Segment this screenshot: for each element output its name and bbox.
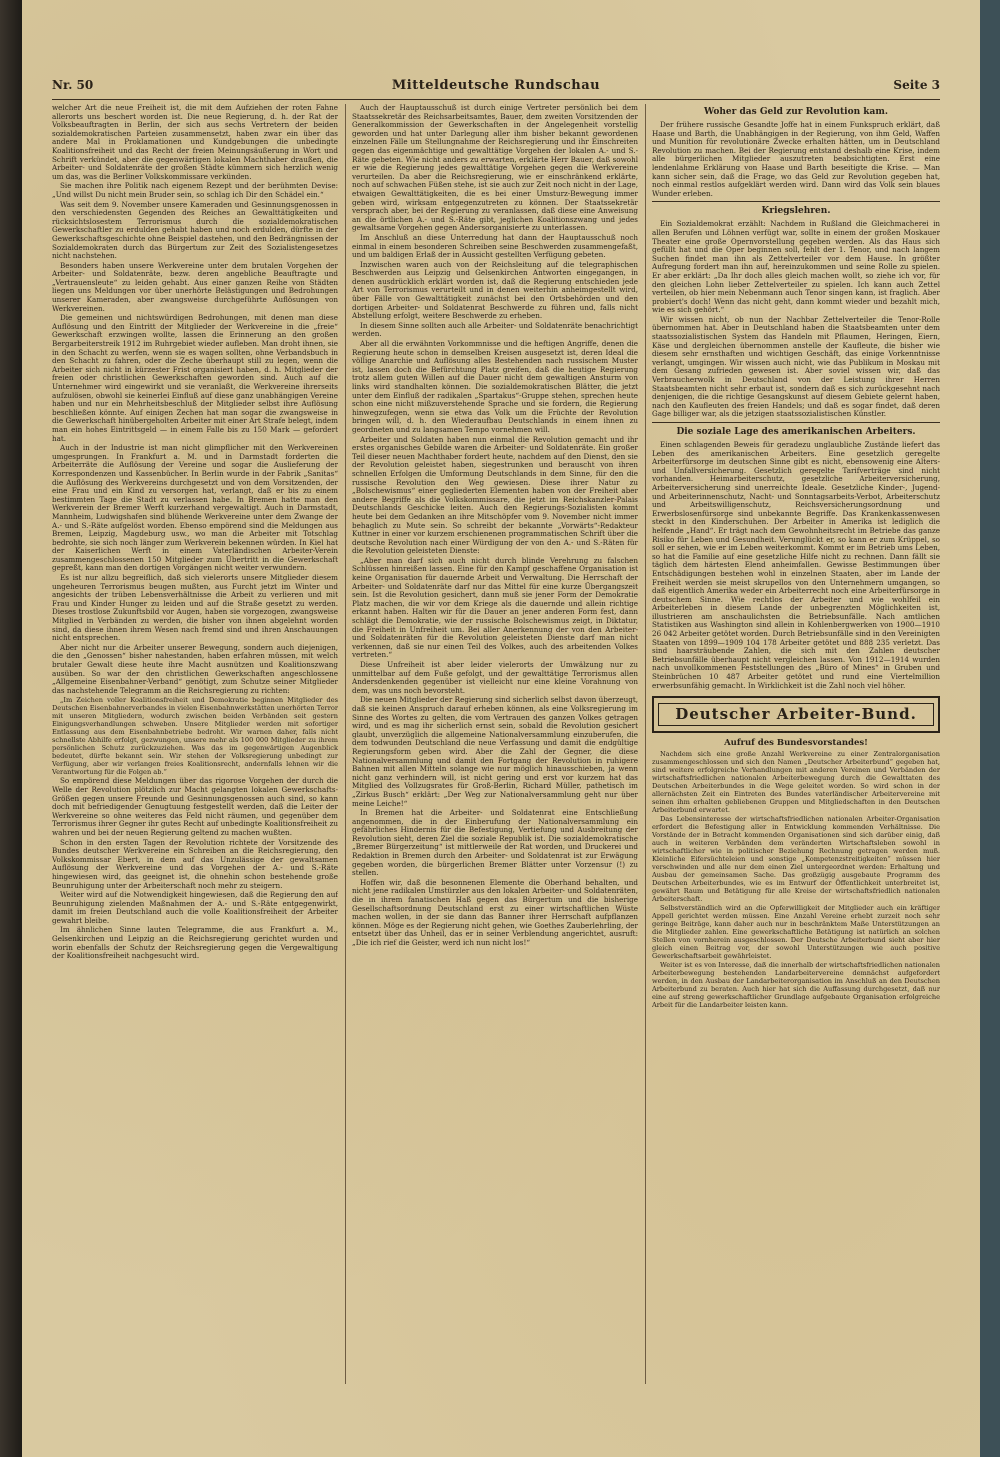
column-2 xyxy=(352,104,638,1404)
article-paragraph: Ein Sozialdemokrat erzählt: Nachdem in Rußland die Gleichmacherei in allen Berufen und Löhnen verfügt war, sollte in einem der großen Moskauer Theater eine große Opernvorstellung gegeben werden. Als das Haus sich gefüllt hat und die Oper beginnen soll, fehlt der 1. Tenor, und nach langem Suchen findet man ihn als Zettelverteiler vor dem Hause. In größter Aufregung fordert man ihn auf, hereinzukommen und seine Rolle zu spielen. Er aber erklärt: „Da Ihr doch alles gleich machen wollt, so ziehe ich vor, für den gleichen Lohn lieber Zettelverteiler zu spielen. Ich kann auch Zettel verteilen, ob hier mein Nebenmann auch Tenor singen kann, ist fraglich. Aber probiert's doch! Wenn das nicht geht, dann kommt wieder und bezahlt mich, wie es sich gehört.“ xyxy=(652,219,940,315)
article-heading: Woher das Geld zur Revolution kam. xyxy=(703,107,888,117)
newspaper-title: Mitteldeutsche Rundschau xyxy=(391,78,601,93)
article-paragraph: Nachdem sich eine große Anzahl Werkvereine zu einer Zentralorganisation zusammengeschlossen und sich den Namen „Deutscher Arbeiterbund“ gegeben hat, sind weitere erfolgreiche Verhandlungen mit anderen Vereinen und Verbänden der wirtschaftsfriedlichen nationalen Arbeiterbewegung durch die Gewalttaten des Deutschen Arbeiterbundes in die Wege geleitet worden. So wird schon in der allernächsten Zeit ein Eintreten des Bundes vaterländischer Arbeitervereine mit seinen ihm erhalten gebliebenen Gruppen und Mitgliedschaften in den Deutschen Arbeiterbund erwartet. xyxy=(652,750,940,815)
article-paragraph: Die gemeinen und nichtswürdigen Bedrohungen, mit denen man diese Auflösung und den Eintritt der Mitglieder der Werkvereine in die „freie“ Gewerkschaft erzwingen wollte, lassen die Erinnerung an den großen Bergarbeiterstreik 1912 im Ruhrgebiet wieder aufleben. Man droht ihnen, sie in den Schacht zu werfen, wenn sie es wagen sollten, ohne Verbandsbuch in den Schacht zu fahren, oder die Zeche überhaupt still zu legen, wenn die Arbeiter sich nicht in kürzester Frist organisiert haben, d. h. Mitglieder der freien oder christlichen Gewerkschaften geworden sind. Auch auf die Unternehmer wird eingewirkt und sie veranlaßt, die Werkvereine ihrerseits aufzulösen, obwohl sie keinerlei Einfluß auf diese ganz unabhängigen Vereine haben und nur ein Mehrheitsbeschluß der Mitglieder selbst ihre Auflösung beschließen könnte. Auf einigen Zechen hat man sogar die zwangsweise in die Gewerkschaft hinübergeholten Arbeiter mit einer Art Strafe belegt, indem man ein hohes Eintrittsgeld — in einem Falle bis zu 150 Mark — gefordert hat. xyxy=(52,313,338,443)
article-paragraph: Wir wissen nicht, ob nun der Nachbar Zettelverteiler die Tenor-Rolle übernommen hat. Aber in Deutschland haben die Staatsbeamten unter dem staatssozialistischen System das Handeln mit Pflaumen, Heringen, Eiern, Käse und dergleichen übernommen anstelle der Kaufleute, die bisher wie diesem sehr ernsthaften und wichtigen Geschäft, das einige Vorkenntnisse verlangt, umgingen. Wir wissen auch nicht, wie das Publikum in Moskau mit dem Gesang zufrieden gewesen ist. Aber soviel wissen wir, daß das Verbraucherwolk in Deutschland von der Leistung ihrer Herren Staatsbeamten nicht sehr erbaut ist, sondern daß es sich zurückgesehnt nach denjenigen, die die richtige Gesangskunst auf diesem Gebiete gelernt haben, nach den Kaufleuten des freien Handels; und daß es sogar findet, daß deren Gage billiger war, als die jetzigen staatssozialistischen Künstler. xyxy=(652,314,940,419)
article-paragraph: Was seit dem 9. November unsere Kameraden und Gesinnungsgenossen in den verschiedensten Gegenden des Reiches an Gewalttätigkeiten und rücksichtslosestem Terrorismus durch die sozialdemokratischen Gewerkschaftler zu erdulden gehabt haben und noch erdulden, dürfte in der Gewerkschaftsgeschichte ohne Beispiel dastehen, und den Bedrängnissen der Sozialdemokraten durch das Bürgertum zur Zeit des Sozialistengesetzes nicht nachstehen. xyxy=(52,199,338,261)
column-separator xyxy=(645,104,646,1384)
article-paragraph: Selbstverständlich wird an die Opferwilligkeit der Mitglieder auch ein kräftiger Appell gerichtet werden müssen. Eine Anzahl Vereine erhebt zurzeit noch sehr geringe Beiträge, kann daher auch nur in beschränktem Maße Unterstützungen an die Mitglieder zahlen. Eine gewerkschaftliche Betätigung ist natürlich an solchen Stellen von vornherein ausgeschlossen. Der Deutsche Arbeiterbund sieht aber hier gleich einen Beitrag vor, der sowohl Unterstützungen wie auch positive Gewerkschaftsarbeit gewährleistet. xyxy=(652,904,940,961)
article-paragraph: Hoffen wir, daß die besonnenen Elemente die Oberhand behalten, und nicht jene radikalen Umstürzler aus den lokalen Arbeiter- und Soldatenräten, die in ihrem fanatischen Haß gegen das Bürgertum und die bisherige Gesellschaftsordnung Deutschland erst zu einer wirtschaftlichen Wüste machen wollen, in der sie dann das Banner ihrer Herrschaft aufpflanzen können. Möge es der Regierung nicht gehen, wie Goethes Zauberlehrling, der entsetzt über das Unheil, das er in seiner Verblendung angerichtet, ausruft: „Die ich rief die Geister, werd ich nun nicht los!“ xyxy=(352,877,638,947)
article-paragraph: Schon in den ersten Tagen der Revolution richtete der Vorsitzende des Bundes deutscher Werkvereine ein Schreiben an die Reichsregierung, den Volkskommissar Ebert, in dem auf das Unzulässige der gewaltsamen Auflösung der Werkvereine und das Vorgehen der A.- und S.-Räte hingewiesen wird, das geeignet ist, die ohnehin schon bestehende große Beunruhigung unter der Arbeiterschaft noch mehr zu steigern. xyxy=(52,837,338,890)
article-paragraph: Einen schlagenden Beweis für geradezu unglaubliche Zustände liefert das Leben des amerikanischen Arbeiters. Eine gesetzlich geregelte Arbeiterfürsorge im deutschen Sinne gibt es nicht, ebensowenig eine Alters- und Unfallversicherung. Gesetzlich geregelte Tarifverträge sind nicht vorhanden. Heimarbeiterschutz, gesetzliche Arbeiterversicherung, Arbeiterversicherung sind unerreichte Ideale. Gesetzliche Kinder-, Jugend- und Arbeiterinnenschutz, Nacht- und Sonntagsarbeits-Verbot, Arbeiterschutz und Arbeitswilligenschutz, Reichsversicherungsordnung und Erwerbslosenfürsorge sind unbekannte Begriffe. Das Krankenkassenwesen steckt in den Kinderschuhen. Der Arbeiter in Amerika ist lediglich die helfende „Hand“. Er trägt nach dem Gewohnheitsrecht im Betriebe das ganze Risiko für Leben und Gesundheit. Verunglückt er, so kann er zum Krüppel, so soll er sehen, wie er im Leben weiterkommt. Kommt er im Betrieb ums Leben, so hat die Familie auf eine gesetzliche Hilfe nicht zu rechnen. Dann fällt sie täglich dem härtesten Elend anheimfallen. Gewisse Bestimmungen über Entschädigungen bestehen wohl in einzelnen Staaten, aber im Lande der Freiheit werden sie meist skrupellos von den Unternehmern umgangen, so daß eigentlich Amerika weder ein Arbeiterrecht noch eine Arbeiterfürsorge in deutschem Sinne. Wie rechtlos der Arbeiter und wie wohlfeil ein Arbeiterleben in diesem Lande der unbegrenzten Möglichkeiten ist, illustrieren am anschaulichsten die Betriebsunfälle. Nach amtlichen Statistiken aus Washington sind allein in Kohlenbergwerken von 1900—1910 26 042 Arbeiter getötet worden. Durch Betriebsunfälle sind in den Vereinigten Staaten von 1899—1909 104 178 Arbeiter getötet und 888 235 verletzt. Das sind haarsträubende Zahlen, die sich mit den Zahlen deutscher Betriebsunfälle überhaupt nicht vergleichen lassen. Von 1912—1914 wurden nach unvollkommenen Feststellungen des „Büro of Mines“ in Gruben und Steinbrüchen 10 487 Arbeiter getötet und rund eine Viertelmillion erwerbsunfähig gemacht. In Wirklichkeit ist die Zahl noch viel höher. xyxy=(652,440,940,690)
column-1 xyxy=(52,104,338,1404)
column-separator xyxy=(345,104,346,1384)
article-paragraph: So empörend diese Meldungen über das rigorose Vorgehen der durch die Welle der Revolution plötzlich zur Macht gelangten lokalen Gewerkschafts-Größen gegen unsere Freunde und Gesinnungsgenossen auch sind, so kann doch mit befriedigender Genugtuung festgestellt werden, daß die Leiter der Werkvereine so ohne weiteres das Feld nicht räumen, und gegenüber dem Terrorismus ihrer Gegner ihr gutes Recht auf unbedingte Koalitionsfreiheit zu wahren und bei der neuen Regierung geltend zu machen wußten. xyxy=(52,776,338,837)
article-paragraph: Auch in der Industrie ist man nicht glimpflicher mit den Werkvereinen umgesprungen. In Frankfurt a. M. und in Darmstadt forderten die Arbeiterräte die Auflösung der Vereine und sogar die Auslieferung der Korrespondenzen und Kassenbücher. In Berlin wurde in der Fabrik „Sanitas“ die Auflösung des Werkvereins durchgesetzt und von dem Vorsitzenden, der eine Frau und ein Kind zu versorgen hat, verlangt, daß er bis zu einem bestimmten Tage die Stadt zu verlassen habe. In Bremen hatte man den Werkverein der Bremer Werft kurzerhand vergewaltigt. Auch in Darmstadt, Mannheim, Ludwigshafen sind blühende Werkvereine unter dem Zwange der A.- und S.-Räte aufgelöst worden. Ebenso empörend sind die Meldungen aus Bremen, Leipzig, Magdeburg usw., wo man die Arbeiter mit Totschlag bedrohte, sie sich noch länger zum Werkverein bekennen würden. In Kiel hat der Kaiserlichen Werft in einem Vaterländischen Arbeiter-Verein zusammengeschlossenen 150 Mitglieder zum Übertritt in die Gewerkschaft gepreßt, kann man den dortigen Vorgängen nicht weiter verwundern. xyxy=(52,443,338,573)
article-paragraph: Weiter ist es von Interesse, daß die innerhalb der wirtschaftsfriedlichen nationalen Arbeiterbewegung bestehenden Landarbeitervereine demnächst aufgefordert werden, in den Ausbau der Landarbeiterorganisation im Anschluß an den Deutschen Arbeiterbund zu beraten. Auch hier hat sich die Auffassung durchgesetzt, daß nur eine auf streng gewerkschaftlicher Grundlage aufgebaute Organisation erfolgreiche Arbeit für die Landarbeiter leisten kann. xyxy=(652,961,940,1010)
article-paragraph: Arbeiter und Soldaten haben nun einmal die Revolution gemacht und ihr erstes organisches Gebilde waren die Arbeiter- und Soldatenräte. Ein großer Teil dieser neuen Machthaber fordert heute, nachdem auf den Dienst, den sie der Revolution geleistet haben, siegestrunken und berauscht von ihren schnellen Erfolgen die Umformung Deutschlands in dem Sinne, für den die russische Revolution den Weg gewiesen. Diese ihrer Natur zu „Bolschewismus“ einer gegliederten Elementen haben von der Freiheit aber andere Begriffe als die Volkskommissare, die jetzt im Reichskanzler-Palais Deutschlands Geschicke leiten. Auch den Regierungs-Sozialisten kommt heute bei dem Gedanken an ihre Mitschöpfer vom 9. November nicht immer behaglich zu Mute sein. So schreibt der bekannte „Vorwärts“-Redakteur Kuttner in einer vor kurzem erschienenen programmatischen Schrift über die deutsche Revolution nach einer Würdigung der von den A.- und S.-Räten für die Revolution geleisteten Dienste: xyxy=(352,434,638,556)
article-paragraph: Im ähnlichen Sinne lauten Telegramme, die aus Frankfurt a. M., Gelsenkirchen und Leipzig an die Reichsregierung gerichtet wurden und worin ebenfalls der Schutz der Reichsregierung gegen die Vergewaltigung der Koalitionsfreiheit nachgesucht wird. xyxy=(52,925,338,961)
article-heading: Kriegslehren. xyxy=(761,206,831,217)
article-heading: Die soziale Lage des amerikanischen Arbeiters. xyxy=(676,427,916,437)
article-paragraph: Besonders haben unsere Werkvereine unter dem brutalen Vorgehen der Arbeiter- und Soldatenräte, bezw. deren angebliche Beauftragte und „Vertrauensleute“ zu leiden gehabt. Aus einer ganzen Reihe von Städten liegen uns Meldungen vor über unerhörte Belästigungen und Bedrohungen unserer Kameraden, aber zwangsweise durchgeführte Auflösungen von Werkvereinen. xyxy=(52,260,338,313)
issue-number: Nr. 50 xyxy=(52,78,94,92)
article-divider xyxy=(652,422,940,423)
article-divider xyxy=(652,201,940,202)
article-paragraph: In diesem Sinne sollten auch alle Arbeiter- und Soldatenräte benachrichtigt werden. xyxy=(352,320,638,339)
article-paragraph: Im Anschluß an diese Unterredung hat dann der Hauptausschuß noch einmal in einem besonderen Schreiben seine Beschwerden zusammengefaßt, und um baldigen Erlaß der in Aussicht gestellten Verfügung gebeten. xyxy=(352,232,638,260)
header-rule xyxy=(52,99,940,100)
column-3 xyxy=(652,104,940,1384)
article-paragraph: Weiter wird auf die Notwendigkeit hingewiesen, daß die Regierung den auf Beunruhigung zielenden Maßnahmen der A.- und S.-Räte entgegenwirkt, damit im freien Deutschland auch die volle Koalitionsfreiheit der Arbeiter gewahrt bleibe. xyxy=(52,890,338,925)
article-paragraph: Aber nicht nur die Arbeiter unserer Bewegung, sondern auch diejenigen, die den „Genossen“ bisher nahestanden, haben erfahren müssen, mit welch brutaler Gewalt diese heute ihre Macht ausnützen und Koalitionszwang ausüben. So war der den christlichen Gewerkschaften angeschlossene „Allgemeine Eisenbahner-Verband“ genötigt, zum Schutze seiner Mitglieder das nachstehende Telegramm an die Reichsregierung zu richten: xyxy=(52,642,338,695)
article-paragraph: Sie machen ihre Politik nach eigenem Rezept und der berühmten Devise: „Und willst Du nicht mein Bruder sein, so schlag ich Dir den Schädel ein.“ xyxy=(52,181,338,199)
article-paragraph: „Aber man darf sich auch nicht durch blinde Verehrung zu falschen Schlüssen hinreißen lassen. Eine für den Kampf geschaffene Organisation ist keine Organisation für dauernde Arbeit und Verwaltung. Die Herrschaft der Arbeiter- und Soldatenräte darf nur das Mittel für eine kurze Übergangszeit sein. Ist die Revolution gesichert, dann muß sie jener Form der Demokratie Platz machen, die wir vor dem Kriege als die dauernde und allein richtige erkannt haben. Halten wir für die Dauer an jener anderen Form fest, dann schlägt die Demokratie, wie der russische Bolschewismus zeigt, in Diktatur, die Freiheit in Unfreiheit um. Bei aller Anerkennung der von den Arbeiter- und Soldatenräten für die Revolution geleisteten Dienste darf man nicht verkennen, daß sie nur einen Teil des Volkes, auch des arbeitenden Volkes vertreten.“ xyxy=(352,555,638,660)
article-paragraph: Das Lebensinteresse der wirtschaftsfriedlichen nationalen Arbeiter-Organisation erfordert die Befestigung aller in Entwicklung kommenden Verhältnisse. Die Vorstände der in Betracht kommenden Organisationen sind sich darüber einig, daß auch in weiteren Verbänden dem veränderten Wirtschaftsleben sowohl in wirtschaftlicher wie in politischer Beziehung Rechnung getragen werden muß. Kleinliche Eifersüchteleien und sonstige „Kompetenzstreitigkeiten“ müssen hier verschwinden und alle nur dem einen Ziel untergeordnet werden: Erhaltung und Ausbau der gemeinsamen Sache. Das großzügig ausgebaute Programm des Deutschen Arbeiterbundes, wie es im Entwurf der Öffentlichkeit unterbreitet ist, gewährt Raum und Betätigung für alle Kreise der wirtschaftsfriedlich nationalen Arbeiterschaft. xyxy=(652,815,940,904)
page-header xyxy=(52,78,940,98)
announcement-box xyxy=(652,696,940,733)
book-binding xyxy=(0,0,22,1457)
article-paragraph: Es ist nur allzu begreiflich, daß sich vielerorts unsere Mitglieder diesem ungeheuren Terrorismus beugen mußten, aus Furcht jetzt im Winter und angesichts der trüben Lebensverhältnisse die Arbeit zu verlieren und mit Frau und Kinder Hunger zu leiden und auf die Straße gesetzt zu werden. Dieses trostlose Zukunftsbild vor Augen, haben sie vorgezogen, zwangsweise Mitglied in Verbänden zu werden, die bisher von ihnen abgelehnt worden sind, da diese ihnen ihrem Wesen nach fremd sind und ihren Anschauungen nicht entsprechen. xyxy=(52,573,338,643)
article-paragraph: Auch der Hauptausschuß ist durch einige Vertreter persönlich bei dem Staatssekretär des Reichsarbeitsamtes, Bauer, dem zweiten Vorsitzenden der Generalkommission der Gewerkschaften in der Angelegenheit vorstellig geworden und hat unter Darlegung aller ihm bisher bekannt gewordenen einzelnen Fälle um Stellungnahme der Reichsregierung und ihr Einschreiten gegen das eigenmächtige und gewalttätige Vorgehen der lokalen A.- und S.-Räte gebeten. Wie nicht anders zu erwarten, erklärte Herr Bauer, daß sowohl er wie die Regierung jedes gewalttätige Vorgehen gegen die Werkvereine verurteilen. Da aber die Reichsregierung, wie er einschränkend erklärte, noch auf schwachen Füßen stehe, ist sie auch zur Zeit noch nicht in der Lage, etwaigen Gewalttätigkeiten, die es bei einer Umsturz-Bewegung immer geben wird, wirksam entgegenzutreten zu können. Der Staatssekretär versprach aber, bei der Regierung zu veranlassen, daß diese eine Anweisung an die örtlichen A.- und S.-Räte gibt, jeglichen Koalitionszwang und jedes gewaltsame Vorgehen gegen Andersorganisierte zu unterlassen. xyxy=(352,104,638,233)
article-paragraph: Inzwischen waren auch von der Reichsleitung auf die telegraphischen Beschwerden aus Leipzig und Gelsenkirchen Antworten eingegangen, in denen ausdrücklich erklärt worden ist, daß die Regierung entschieden jede Art von Terrorismus verurteilt und in denen weiterhin anheimgestellt wird, über Fälle von Gewalttätigkeit zunächst bei den Ortsbehörden und den dortigen Arbeiter- und Soldatenrat Beschwerde zu führen und, falls nicht Abstellung erfolgt, weitere Beschwerde zu erheben. xyxy=(352,259,638,321)
page-edge xyxy=(980,0,1000,1457)
page-number: Seite 3 xyxy=(893,78,940,92)
announcement-subtitle: Aufruf des Bundesvorstandes! xyxy=(724,737,868,748)
article-paragraph: Der frühere russische Gesandte Joffe hat in einem Funkspruch erklärt, daß Haase und Barth, die Unabhängigen in der Regierung, von ihm Geld, Waffen und Munition für revolutionäre Zwecke erhalten hätten, um in Deutschland Revolution zu machen. Bei der Regierung entstand deshalb eine Krise, indem alle bürgerlichen Mitglieder auszutreten beabsichtigten. Erst eine lendenlahme Erklärung von Haase und Barth beseitigte die Krise. — Man kann sicher sein, daß die Frage, wo das Geld zur Revolution gegeben hat, noch einmal restlos aufgeklärt werden wird. Dann wird das Volk sein blaues Wunder erleben. xyxy=(652,120,940,198)
article-paragraph: welcher Art die neue Freiheit ist, die mit dem Aufziehen der roten Fahne allerorts uns beschert worden ist. Die neue Regierung, d. h. der Rat der Volksbeauftragten in Berlin, der sich aus sechs Vertretern der beiden sozialdemokratischen Parteien zusammensetzt, haben zwar ein über das andere Mal in Proklamationen und Kundgebungen die unbedingte Koalitionsfreiheit und das Recht der freien Meinungsäußerung in Wort und Schrift verkündet, aber die gegenwärtigen lokalen Machthaber draußen, die Arbeiter- und Soldatenräte der großen Städte kümmern sich herzlich wenig um das, was die Berliner Volkskommissare verkünden. xyxy=(52,104,338,181)
article-paragraph: Die neuen Mitglieder der Regierung sind sicherlich selbst davon überzeugt, daß sie keinen Anspruch darauf erheben können, als eine Volksregierung im Sinne des Wortes zu gelten, die vom Vertrauen des ganzen Volkes getragen wird, und es mag ihr sicherlich ernst sein, sobald die Revolution gesichert glaubt, unverzüglich die allgemeine Nationalversammlung einzuberufen, die dem todwunden Deutschland die neue Verfassung und damit die endgültige Regierungsform geben wird. Aber die Zahl der Gegner, die diese Nationalversammlung und damit den Fortgang der Revolution in ruhigere Bahnen mit allen Mitteln solange wie nur möglich hinausschieben, ja wenn nicht ganz verhindern will, ist nicht gering und erst vor kurzem hat das Mitglied des Vollzugsrates für Groß-Berlin, Richard Müller, pathetisch im „Zirkus Busch“ erklärt: „Der Weg zur Nationalversammlung geht nur über meine Leiche!“ xyxy=(352,695,638,808)
article-paragraph: Aber all die erwähnten Vorkommnisse und die heftigen Angriffe, denen die Regierung heute schon in demselben Kreisen ausgesetzt ist, deren Ideal die völlige Anarchie und Auflösung alles Bestehenden nach russischem Muster ist, lassen doch die Befürchtung Platz greifen, daß die heutige Regierung trotz allem guten Willen auf die Dauer nicht dem gewaltigen Ansturm von links wird standhalten können. Die sozialdemokratischen Blätter, die jetzt unter dem Einfluß der radikalen „Spartakus“-Gruppe stehen, sprechen heute schon eine nicht mißzuverstehende Sprache und sie fordern, die Regierung hinwegzufegen, wenn sie etwa das Volk um die Früchte der Revolution bringen will, d. h. den Wiederaufbau Deutschlands in einem ihnen zu geordneten und zu langsamen Tempo vornehmen will. xyxy=(352,339,638,434)
announcement-title: Deutscher Arbeiter-Bund. xyxy=(658,703,934,726)
telegram-quote: „Im Zeichen voller Koalitionsfreiheit und Demokratie beginnen Mitglieder des Deutschen Eisenbahnerverbandes in vielen Eisenbahnwerkstätten unerhörten Terror mit unseren Mitgliedern, wodurch zwischen beiden Verbänden seit gestern Einigungsverhandlungen schweben. Unsere Mitglieder werden mit sofortiger Entlassung aus dem Eisenbahnbetriebe bedroht. Wir warnen daher, falls nicht schnellste Abhilfe erfolgt, gezwungen, unsere mehr als 100 000 Mitglieder zu ihrem persönlichen Schutz zurückzuziehen. Was das im gegenwärtigen Augenblick bedeutet, dürfte bekannt sein. Wir stehen der Volksregierung unbedingt zur Verfügung, aber wir verlangen freies Koalitionsrecht, andernfalls lehnen wir die Verantwortung für die Folgen ab.“ xyxy=(52,696,338,777)
article-paragraph: Diese Unfreiheit ist aber leider vielerorts der Umwälzung nur zu unmittelbar auf dem Fuße gefolgt, und der gewalttätige Terrorismus allen Andersdenkenden gegenüber ist vielleicht nur eine kleine Vorahnung von dem, was uns noch bevorsteht. xyxy=(352,660,638,695)
article-paragraph: In Bremen hat die Arbeiter- und Soldatenrat eine Entschließung angenommen, die in der Einberufung der Nationalversammlung ein gefährliches Hindernis für die Befestigung, Vertiefung und Ausbreitung der Revolution sieht, deren Ziel die soziale Republik ist. Die sozialdemokratische „Bremer Bürgerzeitung“ ist mittlerweile der Rat worden, und Druckerei und Redaktion in Bremen durch den Arbeiter- und Soldatenrat ist zur Erwägung gegeben worden, die bürgerlichen Bremer Blätter unter Vorzensur (!) zu stellen. xyxy=(352,808,638,878)
